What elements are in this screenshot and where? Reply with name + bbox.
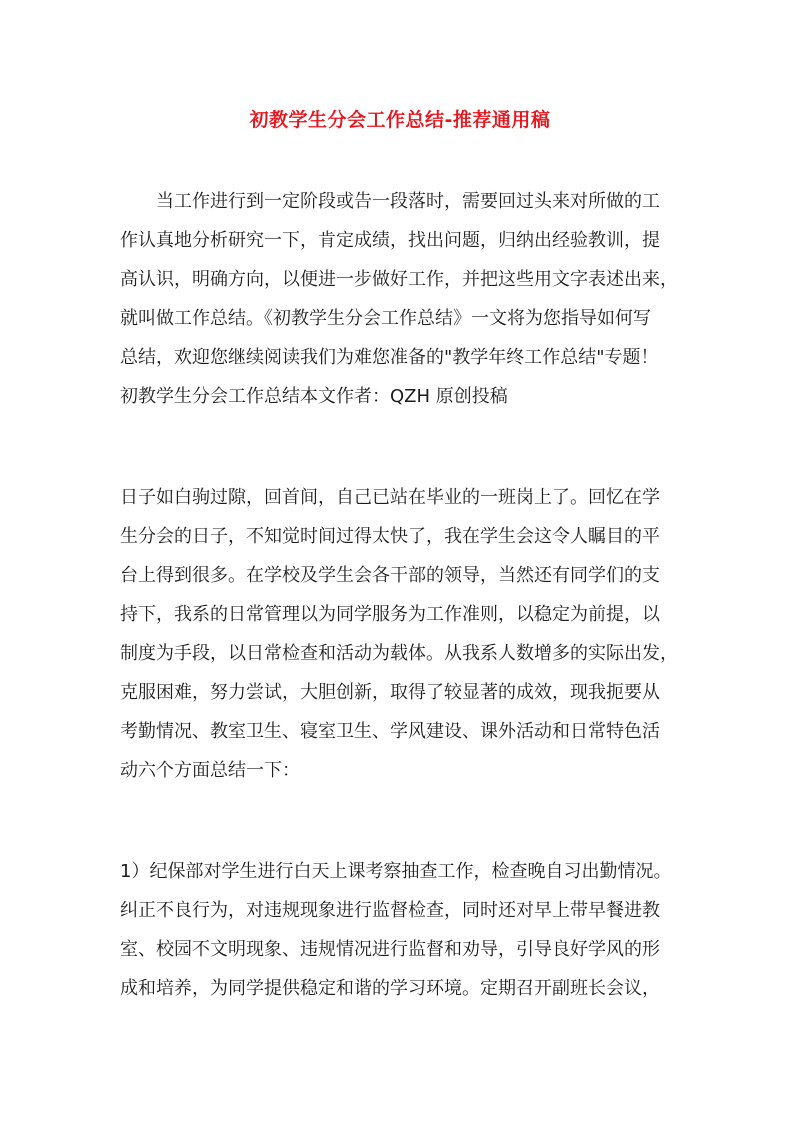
text-line: 成和培养，为同学提供稳定和谐的学习环境。定期召开副班长会议， <box>120 978 660 999</box>
text-line: 当工作进行到一定阶段或告一段落时，需要回过头来对所做的工 <box>120 191 660 212</box>
text-line: 总结，欢迎您继续阅读我们为难您准备的"教学年终工作总结"专题！ <box>120 347 659 368</box>
text-line: 生分会的日子，不知觉时间过得太快了，我在学生会这令人瞩目的平 <box>120 526 660 547</box>
text-line: 作认真地分析研究一下，肯定成绩，找出问题，归纳出经验教训，提 <box>120 230 660 251</box>
text-line: 纠正不良行为，对违规现象进行监督检查，同时还对早上带早餐进教 <box>120 900 660 921</box>
text-line: 克服困难，努力尝试，大胆创新，取得了较显著的成效，现我扼要从 <box>120 682 660 703</box>
text-line: 就叫做工作总结。《初教学生分会工作总结》一文将为您指导如何写 <box>120 308 651 329</box>
text-line: 1）纪保部对学生进行白天上课考察抽查工作，检查晚自习出勤情况。 <box>120 861 672 882</box>
list-item-paragraph <box>120 852 694 1008</box>
text-line: 高认识，明确方向，以便进一步做好工作，并把这些用文字表述出来， <box>120 269 678 290</box>
intro-paragraph <box>120 182 694 416</box>
text-line: 考勤情况、教室卫生、寝室卫生、学风建设、课外活动和日常特色活 <box>120 721 660 742</box>
text-line: 持下，我系的日常管理以为同学服务为工作准则，以稳定为前提，以 <box>120 604 660 625</box>
body-paragraph <box>120 478 694 790</box>
text-line: 室、校园不文明现象、违规情况进行监督和劝导，引导良好学风的形 <box>120 939 660 960</box>
text-line: 制度为手段，以日常检查和活动为载体。从我系人数增多的实际出发， <box>120 643 678 664</box>
text-line: 台上得到很多。在学校及学生会各干部的领导，当然还有同学们的支 <box>120 565 660 586</box>
text-line: 初教学生分会工作总结本文作者：QZH 原创投稿 <box>120 386 508 407</box>
text-line: 日子如白驹过隙，回首间，自己已站在毕业的一班岗上了。回忆在学 <box>120 487 660 508</box>
text-line: 动六个方面总结一下： <box>120 760 300 781</box>
document-title: 初教学生分会工作总结-推荐通用稿 <box>249 109 551 131</box>
